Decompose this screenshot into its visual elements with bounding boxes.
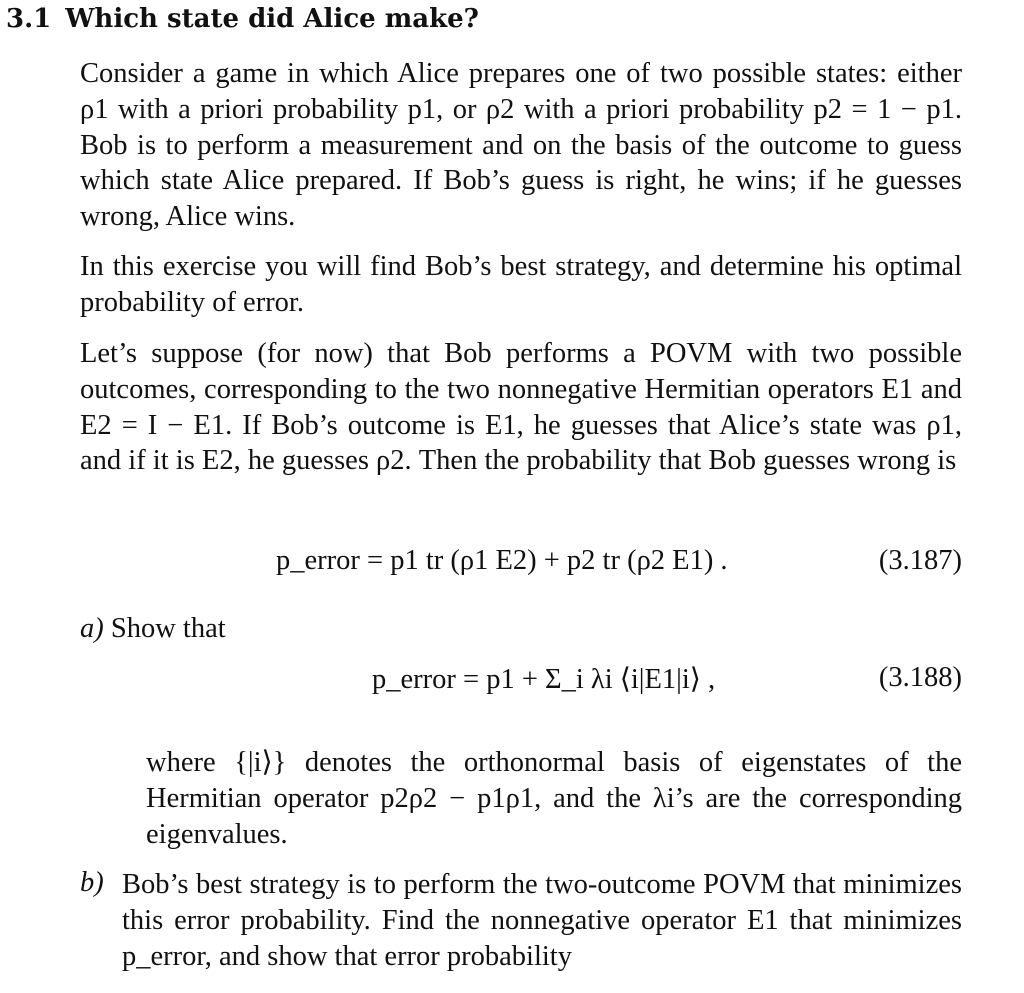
equation-3-188-number: (3.188) [878,662,962,693]
equation-3-187-expression: p_error = p1 tr (ρ1 E2) + p2 tr (ρ2 E1) . [276,545,728,576]
part-b-letter: b) [80,867,104,898]
part-b-text [122,867,962,974]
part-a-letter: a) [80,613,104,644]
part-a-label [80,613,226,645]
part-a-explanation: where {|i⟩} denotes the orthonormal basis of eigenstates of the Hermitian operator p2ρ2 − p1ρ1, and the λi’s are the corresponding eigenvalues. [146,747,962,850]
equation-3-187-number: (3.187) [878,545,962,576]
povm-setup-paragraph: Let’s suppose (for now) that Bob performs a POVM with two possible outcomes, corresponding to the two nonnegative Hermitian operators E1 and E2 = I − E1. If Bob’s outcome is E1, he guesses that Alice’s state was ρ1, and if it is E2, he guesses ρ2. Then the probability that Bob guesses wrong is [80,338,962,477]
section-title: Which state did Alice make? [65,4,479,34]
intro-paragraph: Consider a game in which Alice prepares one of two possible states: either ρ1 with a priori probability p1, or ρ2 with a priori probability p2 = 1 − p1. Bob is to perform a measurement and on the basis of the outcome to guess which state Alice prepared. If Bob’s guess is right, he wins; if he guesses wrong, Alice wins. [80,58,962,233]
section-heading [6,4,479,34]
equation-3-188-expression: p_error = p1 + Σ_i λi ⟨i|E1|i⟩ , [372,664,716,695]
section-number: 3.1 [6,4,52,34]
part-a-lead: Show that [110,613,226,644]
part-b-text-content: Bob’s best strategy is to perform the two-outcome POVM that minimizes this error probability. Find the nonnegative operator E1 that minimizes p_error, and show that error probability [122,869,962,972]
part-b-label [80,867,104,899]
exercise-goal-paragraph: In this exercise you will find Bob’s best strategy, and determine his optimal probability of error. [80,251,962,318]
